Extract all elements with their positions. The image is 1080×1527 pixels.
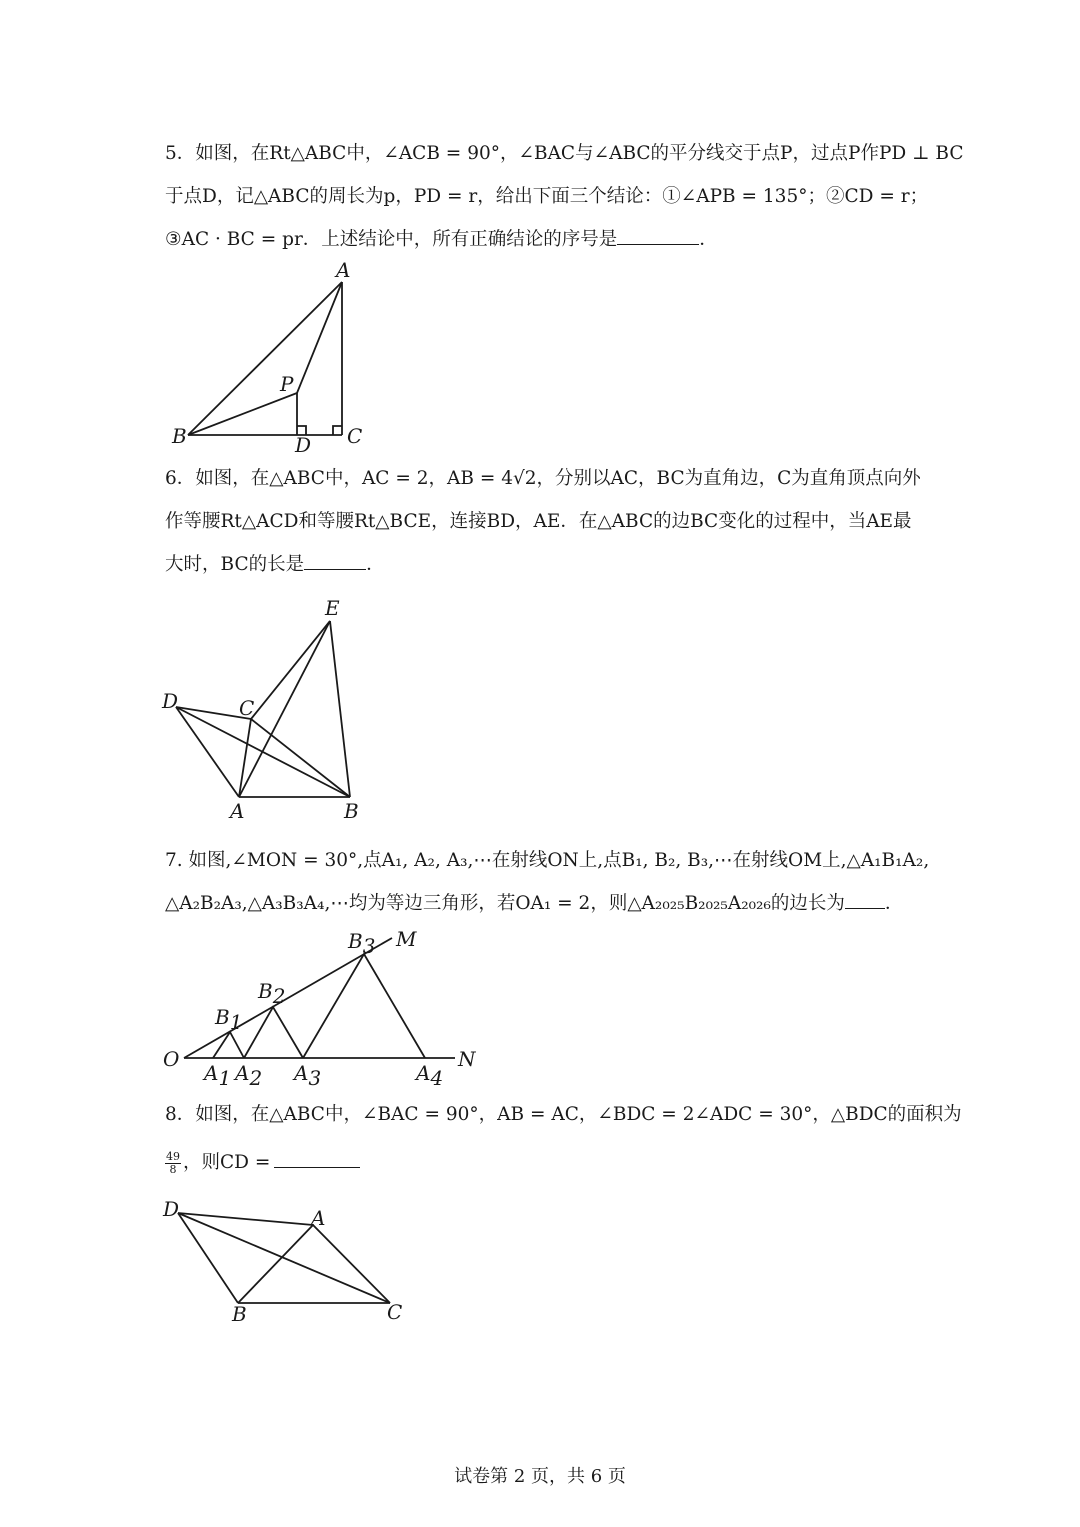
q6-seg-CE bbox=[251, 621, 330, 719]
q8-seg-DA bbox=[178, 1213, 313, 1225]
q5-label-P: P bbox=[280, 372, 294, 396]
q7-text-line1: 7. 如图,∠MON = 30°,点A₁, A₂, A₃,⋯在射线ON上,点B₁, B₂, B₃,⋯在射线OM上,△A₁B₁A₂, bbox=[165, 850, 930, 871]
q8-label-C: C bbox=[387, 1300, 403, 1324]
q7-label-A3 bbox=[292, 1061, 321, 1090]
q7-label-A1-sub: 1 bbox=[218, 1066, 232, 1090]
q8-label-B: B bbox=[232, 1302, 247, 1326]
q8-fraction-denominator: 8 bbox=[169, 1162, 177, 1176]
q8-answer-blank[interactable] bbox=[274, 1149, 360, 1168]
q7-text-line2-main: △A₂B₂A₃,△A₃B₃A₄,⋯均为等边三角形，若OA₁ = 2，则△A₂₀₂₅B₂₀₂₅A₂₀₂₆的边长为 bbox=[165, 893, 845, 914]
q6-text-line3 bbox=[165, 551, 385, 578]
q7-text-line2-end: ． bbox=[884, 893, 904, 914]
q8-figure bbox=[160, 1195, 410, 1330]
q6-figure bbox=[160, 595, 375, 825]
q5-text-line3 bbox=[165, 226, 718, 253]
q5-label-B: B bbox=[172, 424, 187, 448]
q8-text-line2 bbox=[165, 1146, 360, 1180]
q7-label-B1-letter: B bbox=[215, 1005, 230, 1029]
q7-label-A1 bbox=[202, 1061, 231, 1090]
q5-right-angle-C bbox=[333, 426, 342, 435]
q6-label-A: A bbox=[230, 799, 245, 823]
q6-seg-EB bbox=[330, 621, 350, 797]
q7-text-line2 bbox=[165, 890, 903, 917]
q7-label-A2 bbox=[233, 1061, 262, 1090]
q8-label-A: A bbox=[311, 1206, 326, 1230]
q6-seg-BC bbox=[251, 719, 350, 797]
q6-text-line3-main: 大时，BC的长是 bbox=[165, 554, 305, 575]
q8-text-line1: 8．如图，在△ABC中，∠BAC = 90°，AB = AC，∠BDC = 2∠ADC = 30°，△BDC的面积为 bbox=[165, 1104, 962, 1125]
q5-label-A: A bbox=[336, 258, 351, 282]
q7-label-B1 bbox=[214, 1005, 242, 1034]
q5-text-line2: 于点D，记△ABC的周长为p，PD = r，给出下面三个结论：①∠APB = 135°；②CD = r； bbox=[165, 186, 929, 207]
q7-label-A2-letter: A bbox=[235, 1061, 250, 1085]
q7-label-B3-letter: B bbox=[348, 929, 363, 953]
q8-fraction-numerator: 49 bbox=[166, 1149, 180, 1163]
q5-text-line3-main: ③AC · BC = pr．上述结论中，所有正确结论的序号是 bbox=[165, 229, 618, 250]
q7-label-B2-sub: 2 bbox=[272, 984, 286, 1008]
q6-text-line1: 6．如图，在△ABC中，AC = 2，AB = 4√2，分别以AC，BC为直角边，C为直角顶点向外 bbox=[165, 468, 921, 489]
q7-label-O: O bbox=[163, 1047, 180, 1071]
q7-label-B3 bbox=[347, 929, 375, 958]
q7-label-A3-letter: A bbox=[294, 1061, 309, 1085]
q5-answer-blank[interactable] bbox=[617, 226, 699, 245]
q5-seg-BP bbox=[188, 393, 297, 435]
q8-text-line2-main: ，则CD = bbox=[183, 1152, 271, 1173]
q5-figure bbox=[160, 255, 390, 460]
q7-triangle-2 bbox=[244, 1007, 303, 1058]
q7-triangle-1 bbox=[213, 1032, 244, 1058]
q7-label-N: N bbox=[458, 1047, 476, 1071]
page-footer: 试卷第 2 页，共 6 页 bbox=[454, 1466, 626, 1487]
q6-label-B: B bbox=[344, 799, 359, 823]
q8-label-D: D bbox=[163, 1197, 180, 1221]
q6-text-line2: 作等腰Rt△ACD和等腰Rt△BCE，连接BD，AE．在△ABC的边BC变化的过程中，当AE最 bbox=[165, 511, 912, 532]
q5-label-D: D bbox=[295, 433, 312, 457]
q5-seg-BA bbox=[188, 282, 342, 435]
q8-seg-AC bbox=[313, 1225, 390, 1303]
q7-label-A4-letter: A bbox=[416, 1061, 431, 1085]
q7-triangle-3 bbox=[303, 954, 425, 1058]
q7-label-A4-sub: 4 bbox=[430, 1066, 444, 1090]
q7-label-B2-letter: B bbox=[258, 979, 273, 1003]
q5-label-C: C bbox=[347, 424, 363, 448]
q7-answer-blank[interactable] bbox=[845, 890, 885, 909]
q6-label-D: D bbox=[162, 689, 179, 713]
q7-label-B3-sub: 3 bbox=[362, 934, 376, 958]
q6-answer-blank[interactable] bbox=[304, 551, 366, 570]
q7-ray-OM bbox=[184, 938, 392, 1058]
q5-text-line1: 5．如图，在Rt△ABC中，∠ACB = 90°，∠BAC与∠ABC的平分线交于点P，过点P作PD ⊥ BC bbox=[165, 143, 964, 164]
q6-label-C: C bbox=[239, 696, 255, 720]
q5-text-line3-end: ． bbox=[699, 229, 718, 250]
q8-seg-DC bbox=[178, 1213, 390, 1303]
q7-label-A4 bbox=[414, 1061, 443, 1090]
q7-figure bbox=[160, 925, 490, 1090]
q5-seg-AP bbox=[297, 282, 342, 393]
q7-label-A2-sub: 2 bbox=[249, 1066, 263, 1090]
q7-label-M: M bbox=[396, 927, 417, 951]
q6-seg-DA bbox=[176, 707, 239, 797]
q8-seg-AB bbox=[238, 1225, 313, 1303]
q7-label-A1-letter: A bbox=[204, 1061, 219, 1085]
q7-label-B2 bbox=[257, 979, 285, 1008]
q7-label-A3-sub: 3 bbox=[308, 1066, 322, 1090]
q7-label-B1-sub: 1 bbox=[229, 1010, 243, 1034]
q6-text-line3-end: ． bbox=[366, 554, 385, 575]
q6-label-E: E bbox=[325, 596, 340, 620]
q8-fraction bbox=[165, 1151, 181, 1176]
